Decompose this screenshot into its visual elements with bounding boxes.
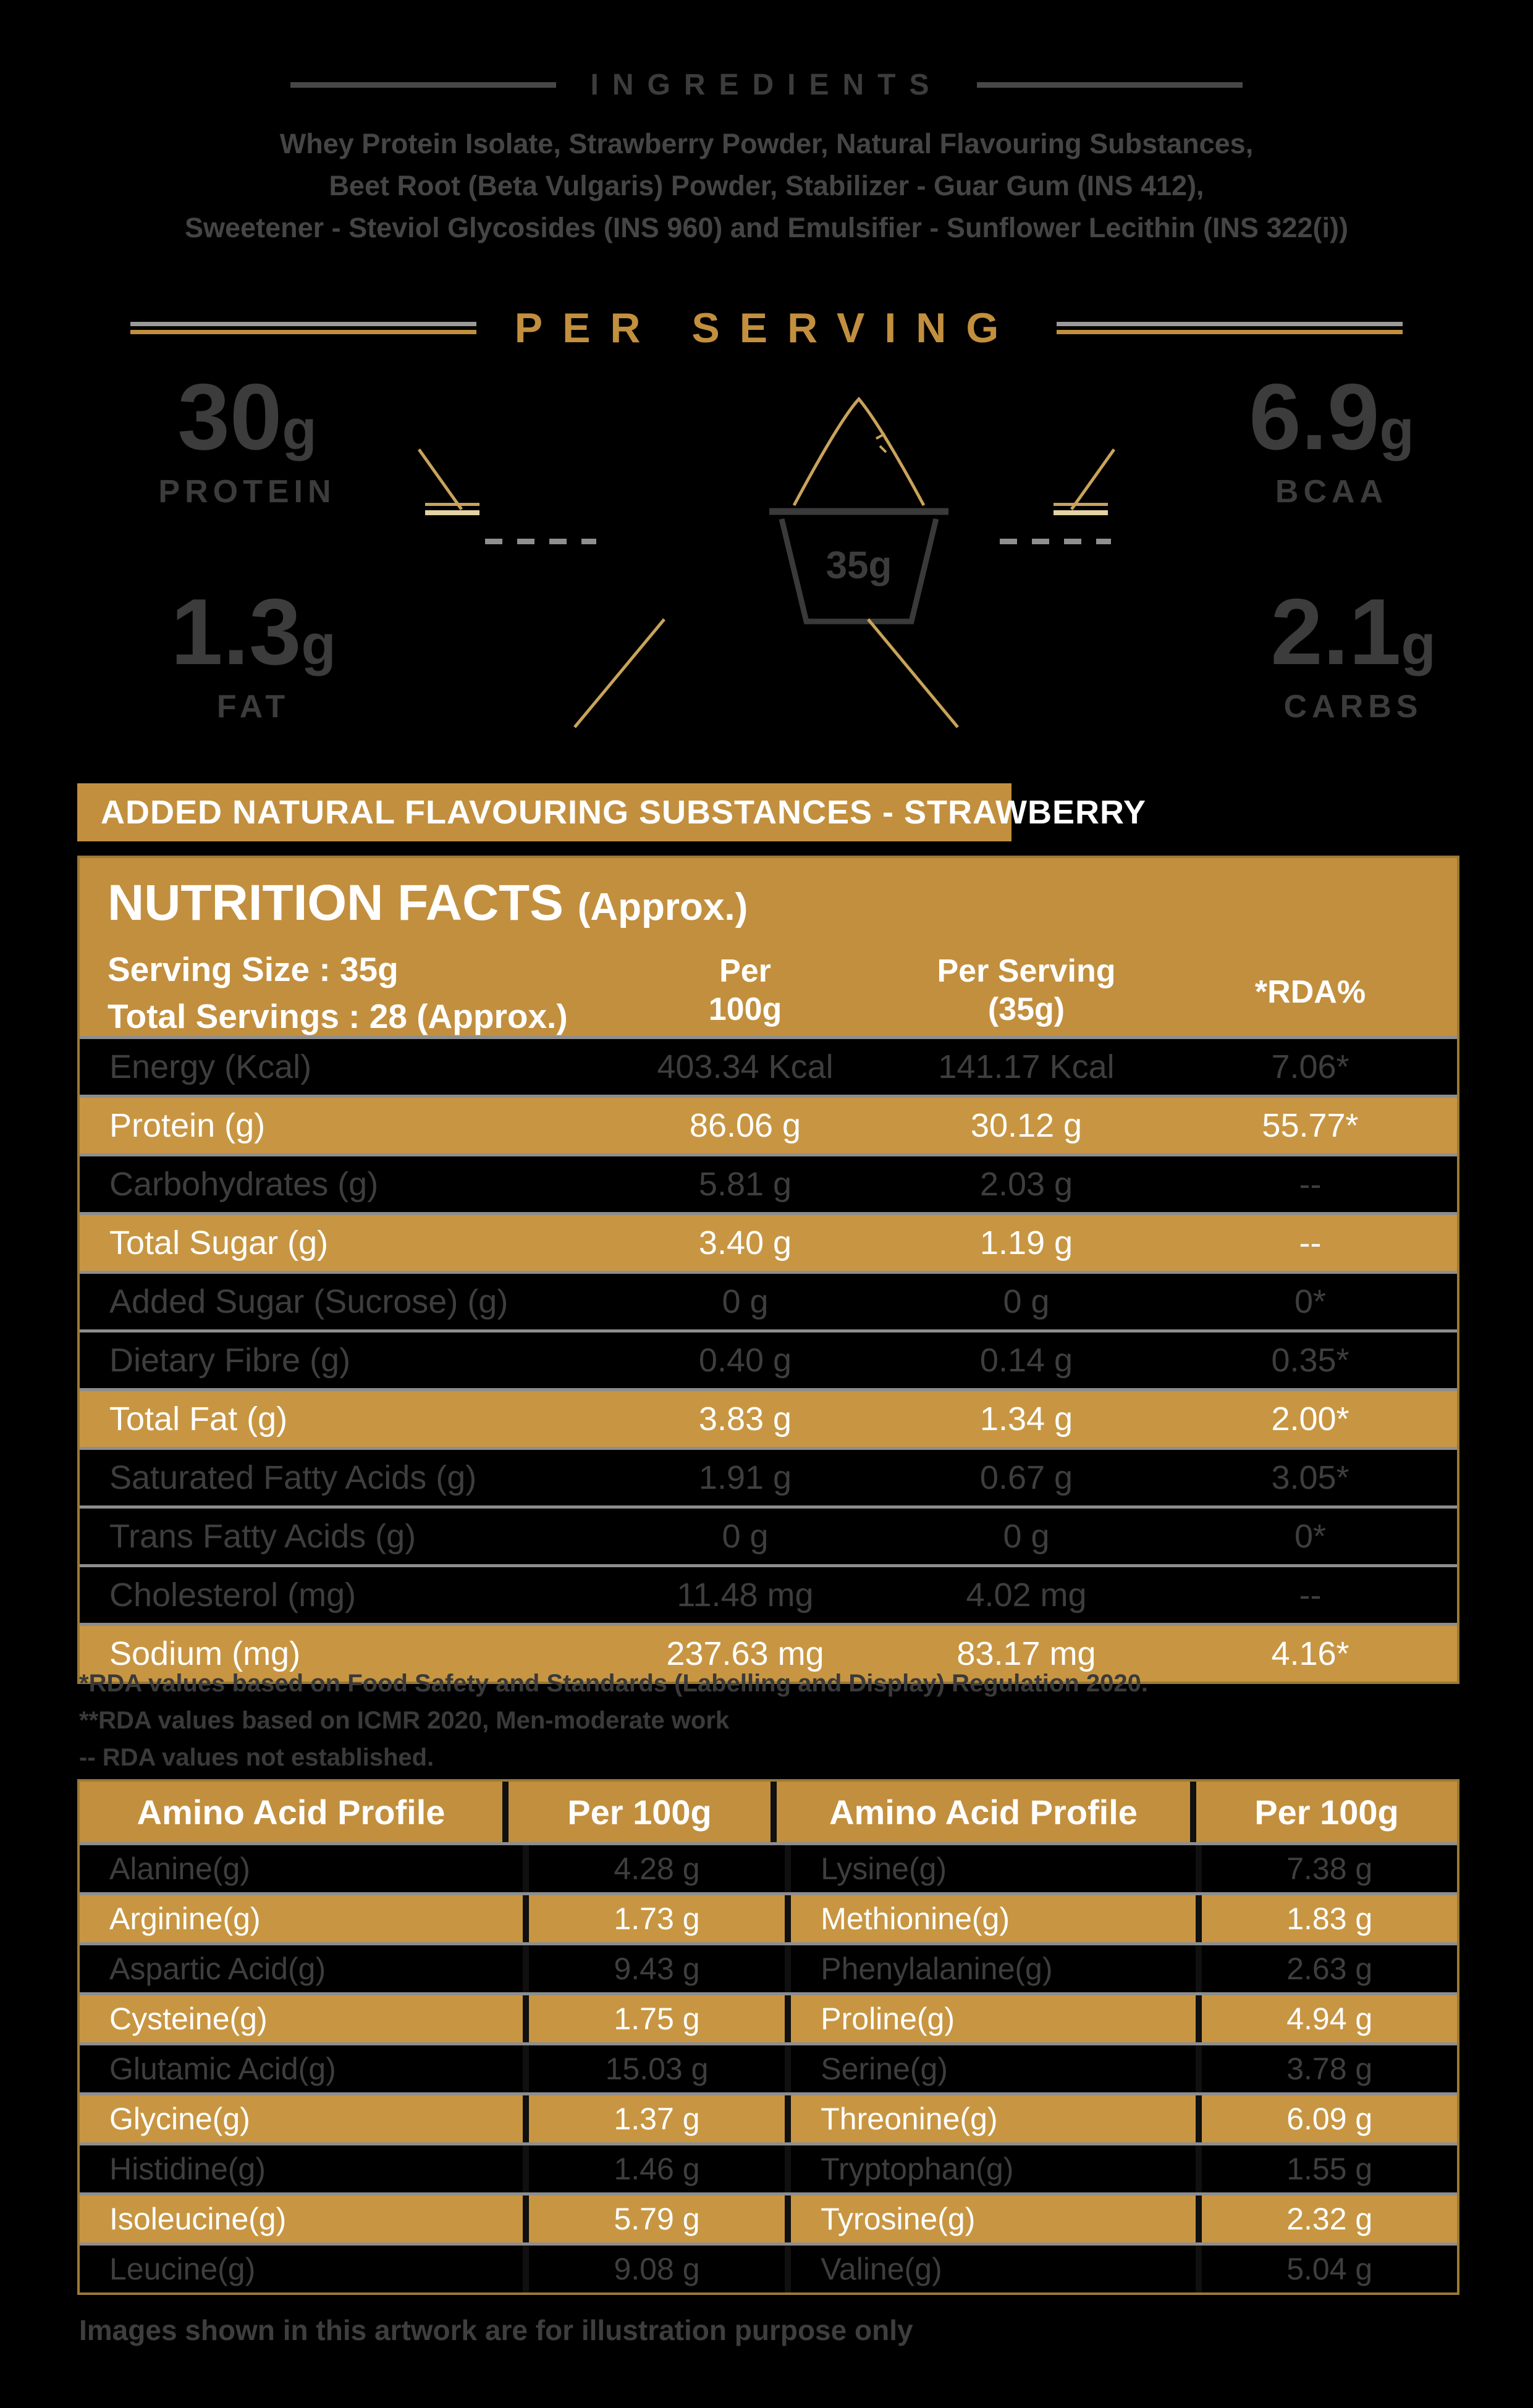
- table-row-total-sugar: Total Sugar (g) 3.40 g 1.19 g --: [80, 1212, 1457, 1271]
- bcaa-label: BCAA: [1275, 474, 1388, 510]
- right-rule: [977, 82, 1243, 88]
- right-double-rule: [1057, 322, 1403, 334]
- amino-header-right-name: Amino Acid Profile: [771, 1782, 1190, 1842]
- disclaimer-note: Images shown in this artwork are for illustration purpose only: [79, 2314, 913, 2346]
- table-row-alanine-lysine: Alanine(g) 4.28 g Lysine(g) 7.38 g: [80, 1842, 1457, 1892]
- cream-segment-right: [1054, 510, 1108, 515]
- protein-value: 30: [177, 364, 282, 469]
- left-double-rule: [130, 322, 476, 334]
- left-rule: [290, 82, 556, 88]
- table-row-energy: Energy (Kcal) 403.34 Kcal 141.17 Kcal 7.06*: [80, 1036, 1457, 1095]
- stat-fat: [154, 579, 352, 725]
- rda-footnotes: [79, 1665, 1148, 1776]
- table-row-histidine-tryptophan: Histidine(g) 1.46 g Tryptophan(g) 1.55 g: [80, 2142, 1457, 2192]
- flavour-banner-text: ADDED NATURAL FLAVOURING SUBSTANCES - STRAWBERRY: [101, 794, 1146, 831]
- nutrition-title-text: NUTRITION FACTS: [108, 875, 564, 931]
- fat-value: 1.3: [171, 579, 302, 684]
- ingredients-heading-row: [0, 68, 1533, 102]
- cream-segment-left: [425, 510, 479, 515]
- footnote-line: **RDA values based on ICMR 2020, Men-moderate work: [79, 1707, 730, 1734]
- table-row-carbohydrates: Carbohydrates (g) 5.81 g 2.03 g --: [80, 1153, 1457, 1212]
- col-header-per-100g: Per 100g: [708, 953, 782, 1027]
- table-row-added-sugar: Added Sugar (Sucrose) (g) 0 g 0 g 0*: [80, 1271, 1457, 1329]
- table-row-arginine-methionine: Arginine(g) 1.73 g Methionine(g) 1.83 g: [80, 1892, 1457, 1942]
- serving-size: Serving Size : 35g: [108, 950, 399, 988]
- total-servings: Total Servings : 28 (Approx.): [108, 997, 568, 1035]
- nutrition-facts-title: [108, 874, 748, 932]
- table-row-isoleucine-tyrosine: Isoleucine(g) 5.79 g Tyrosine(g) 2.32 g: [80, 2192, 1457, 2242]
- nutrition-facts-header: [80, 858, 1457, 1036]
- dashed-line-right: [1000, 539, 1111, 544]
- dashed-line-left: [485, 539, 596, 544]
- amino-header-right-value: Per 100g: [1190, 1782, 1457, 1842]
- ingredients-title: INGREDIENTS: [590, 69, 943, 101]
- footnote-line: *RDA values based on Food Safety and Standards (Labelling and Display) Regulation 2020.: [79, 1670, 1148, 1697]
- gold-segment-left: [425, 503, 479, 506]
- ingredients-line: Sweetener - Steviol Glycosides (INS 960) and Emulsifier - Sunflower Lecithin (INS 322(i)): [185, 212, 1348, 243]
- per-serving-heading: [0, 304, 1533, 352]
- table-row-dietary-fibre: Dietary Fibre (g) 0.40 g 0.14 g 0.35*: [80, 1329, 1457, 1388]
- table-row-saturated-fat: Saturated Fatty Acids (g) 1.91 g 0.67 g 3.05*: [80, 1447, 1457, 1505]
- callout-line-top-right: [1070, 448, 1115, 510]
- scoop-icon: [748, 382, 970, 641]
- protein-label: PROTEIN: [158, 474, 336, 510]
- protein-unit: g: [282, 398, 317, 461]
- table-row-glutamic-serine: Glutamic Acid(g) 15.03 g Serine(g) 3.78 g: [80, 2042, 1457, 2092]
- stat-protein: [148, 364, 346, 510]
- amino-header-left-value: Per 100g: [502, 1782, 771, 1842]
- table-row-cholesterol: Cholesterol (mg) 11.48 mg 4.02 mg --: [80, 1564, 1457, 1623]
- nutrition-title-approx: (Approx.): [577, 886, 748, 928]
- table-row-cysteine-proline: Cysteine(g) 1.75 g Proline(g) 4.94 g: [80, 1992, 1457, 2042]
- bcaa-unit: g: [1379, 398, 1414, 461]
- fat-unit: g: [301, 613, 336, 676]
- col-header-rda: *RDA%: [1254, 974, 1366, 1010]
- per-serving-title: PER SERVING: [514, 305, 1019, 352]
- nutrition-facts-table: [77, 856, 1459, 1684]
- bcaa-value: 6.9: [1249, 364, 1380, 469]
- ingredients-section: [0, 68, 1533, 249]
- amino-table-header: [80, 1782, 1457, 1842]
- ingredients-text: [0, 123, 1533, 249]
- table-row-total-fat: Total Fat (g) 3.83 g 1.34 g 2.00*: [80, 1388, 1457, 1447]
- table-row-sodium: Sodium (mg) 237.63 mg 83.17 mg 4.16*: [80, 1623, 1457, 1682]
- amino-header-left-name: Amino Acid Profile: [137, 1792, 446, 1832]
- ingredients-line: Whey Protein Isolate, Strawberry Powder, Natural Flavouring Substances,: [279, 128, 1254, 159]
- carbs-unit: g: [1401, 613, 1436, 676]
- scoop-grams-text: 35g: [826, 544, 892, 587]
- table-row-glycine-threonine: Glycine(g) 1.37 g Threonine(g) 6.09 g: [80, 2092, 1457, 2142]
- footnote-line: -- RDA values not established.: [79, 1744, 434, 1771]
- callout-line-bottom-left: [573, 618, 665, 728]
- table-row-aspartic-phenylalanine: Aspartic Acid(g) 9.43 g Phenylalanine(g) 2.63 g: [80, 1942, 1457, 1992]
- table-row-trans-fat: Trans Fatty Acids (g) 0 g 0 g 0*: [80, 1505, 1457, 1564]
- amino-acid-table: [77, 1779, 1459, 2295]
- callout-line-top-left: [418, 448, 463, 510]
- gold-segment-right: [1054, 503, 1108, 506]
- table-row-protein: Protein (g) 86.06 g 30.12 g 55.77*: [80, 1095, 1457, 1153]
- stat-carbs: [1254, 579, 1452, 725]
- carbs-label: CARBS: [1283, 689, 1423, 725]
- ingredients-line: Beet Root (Beta Vulgaris) Powder, Stabilizer - Guar Gum (INS 412),: [329, 170, 1204, 201]
- flavour-banner: [77, 783, 1146, 841]
- table-row-leucine-valine: Leucine(g) 9.08 g Valine(g) 5.04 g: [80, 2242, 1457, 2292]
- stat-bcaa: [1233, 364, 1430, 510]
- fat-label: FAT: [216, 689, 290, 725]
- col-header-per-serving: Per Serving (35g): [937, 953, 1116, 1027]
- carbs-value: 2.1: [1270, 579, 1401, 684]
